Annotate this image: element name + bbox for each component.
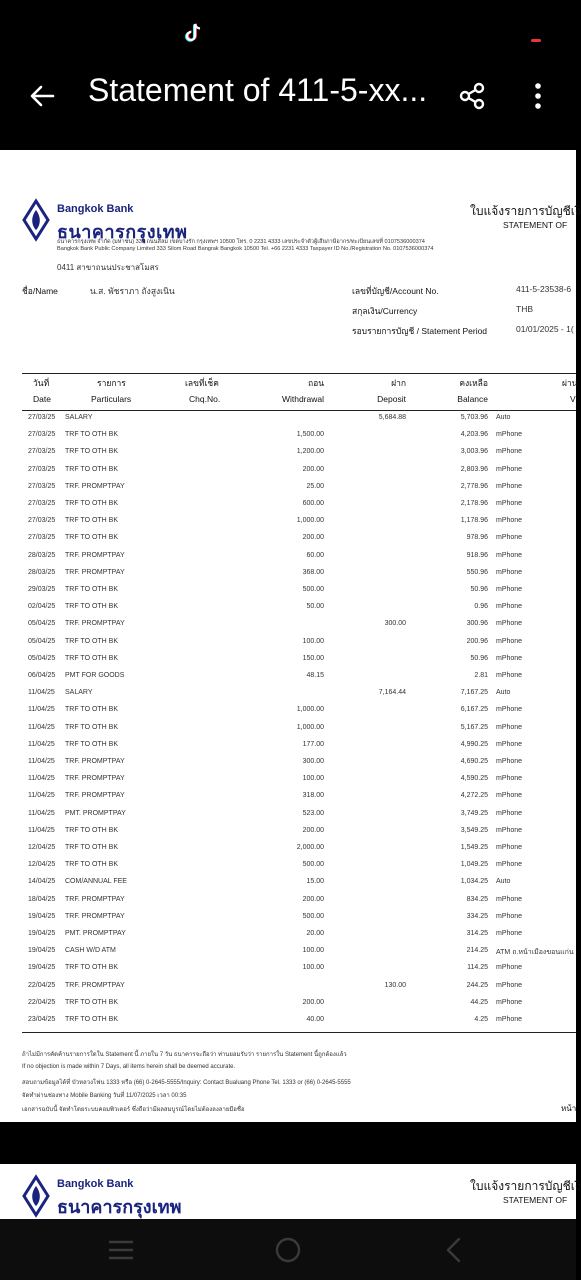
row-withdrawal: 50.00 bbox=[306, 603, 324, 611]
row-channel: ATM ถ.หน้าเมืองขอนแก่น bbox=[496, 949, 574, 957]
table-row bbox=[0, 861, 576, 878]
header-balance-en: Balance bbox=[457, 394, 488, 404]
row-date: 27/03/25 bbox=[28, 534, 56, 542]
row-particulars: TRF. PROMPTPAY bbox=[65, 792, 125, 800]
row-withdrawal: 500.00 bbox=[302, 586, 324, 593]
row-particulars: TRF TO OTH BK bbox=[65, 654, 119, 662]
footer-inquiry: สอบถามข้อมูลได้ที่ บัวหลวงโฟน 1333 หรือ (66) 0-2645-5555/Inquiry: Contact Bualuang Phone Tel. 1333 or (66) 0-2645-5555 bbox=[22, 1080, 351, 1086]
row-channel: mPhone bbox=[496, 534, 523, 542]
currency-value: THB bbox=[516, 304, 533, 314]
table-row bbox=[0, 586, 576, 603]
row-balance: 4,272.25 bbox=[460, 792, 488, 800]
row-balance: 2,778.96 bbox=[460, 482, 488, 490]
row-balance: 1,034.25 bbox=[460, 878, 488, 886]
row-withdrawal: 200.00 bbox=[302, 465, 324, 473]
row-withdrawal: 150.00 bbox=[302, 654, 324, 662]
table-row bbox=[0, 964, 576, 981]
row-balance: 50.96 bbox=[470, 654, 488, 662]
header-chq-th: เลขที่เช็ค bbox=[185, 378, 219, 388]
document-title-th: ใบแจ้งรายการบัญชีเงิ bbox=[470, 204, 581, 218]
row-particulars: TRF TO OTH BK bbox=[65, 844, 119, 851]
row-date: 27/03/25 bbox=[28, 482, 56, 490]
row-particulars: TRF. PROMPTPAY bbox=[65, 551, 125, 559]
table-row bbox=[0, 741, 576, 758]
row-withdrawal: 177.00 bbox=[302, 740, 324, 748]
table-row bbox=[0, 534, 576, 551]
row-particulars: TRF TO OTH BK bbox=[65, 448, 119, 456]
row-date: 19/04/25 bbox=[28, 947, 56, 955]
table-row bbox=[0, 792, 576, 809]
row-particulars: TRF TO OTH BK bbox=[65, 500, 119, 507]
row-balance: 3,749.25 bbox=[460, 809, 488, 817]
row-withdrawal: 100.00 bbox=[302, 637, 324, 645]
row-channel: mPhone bbox=[496, 431, 523, 439]
row-balance: 1,549.25 bbox=[460, 844, 488, 851]
table-row bbox=[0, 827, 576, 844]
table-row bbox=[0, 689, 576, 706]
table-header-rule bbox=[22, 410, 576, 411]
recents-icon bbox=[107, 1239, 135, 1261]
row-withdrawal: 523.00 bbox=[302, 809, 324, 817]
row-balance: 6,167.25 bbox=[460, 706, 488, 714]
row-withdrawal: 318.00 bbox=[302, 792, 324, 800]
row-withdrawal: 1,000.00 bbox=[296, 723, 324, 731]
row-particulars: TRF TO OTH BK bbox=[65, 517, 119, 525]
table-row bbox=[0, 448, 576, 465]
row-deposit: 7,164.44 bbox=[378, 689, 406, 697]
row-balance: 2,178.96 bbox=[460, 500, 488, 507]
bank-name-en: Bangkok Bank bbox=[57, 203, 134, 215]
row-balance: 978.96 bbox=[466, 534, 488, 542]
row-date: 11/04/25 bbox=[28, 758, 55, 765]
footer-objection-th: ถ้าไม่มีการคัดค้านรายการใดใน Statement นี้ ภายใน 7 วัน ธนาคารจะถือว่า ท่านยอมรับว่า รายการใน Statement นี้ถูกต้องแล้ว bbox=[22, 1052, 347, 1058]
table-row bbox=[0, 999, 576, 1016]
row-particulars: TRF TO OTH BK bbox=[65, 586, 119, 593]
row-withdrawal: 368.00 bbox=[302, 568, 324, 576]
document-title-th: ใบแจ้งรายการบัญชีเงิ bbox=[470, 1179, 581, 1193]
table-bottom-rule bbox=[22, 1032, 576, 1033]
account-label: เลขที่บัญชี/Account No. bbox=[352, 286, 439, 296]
row-withdrawal: 100.00 bbox=[302, 775, 324, 783]
row-channel: Auto bbox=[496, 414, 511, 421]
row-withdrawal: 25.00 bbox=[306, 482, 324, 490]
row-balance: 918.96 bbox=[466, 551, 488, 559]
row-particulars: PMT. PROMPTPAY bbox=[65, 809, 126, 817]
row-date: 27/03/25 bbox=[28, 448, 56, 456]
table-row bbox=[0, 431, 576, 448]
row-withdrawal: 200.00 bbox=[302, 998, 324, 1006]
row-channel: Auto bbox=[496, 878, 511, 886]
tiktok-icon bbox=[184, 22, 204, 44]
row-date: 11/04/25 bbox=[28, 723, 55, 731]
table-row bbox=[0, 466, 576, 483]
row-balance: 4,203.96 bbox=[460, 431, 488, 439]
row-channel: mPhone bbox=[496, 758, 523, 765]
row-date: 28/03/25 bbox=[28, 568, 56, 576]
row-date: 19/04/25 bbox=[28, 912, 56, 920]
footer-computer-generated: เอกสารฉบับนี้ จัดทำโดยระบบคอมพิวเตอร์ ซึ่งถือว่ามีผลสมบูรณ์โดยไม่ต้องลงลายมือชื่อ bbox=[22, 1107, 245, 1113]
status-bar bbox=[0, 0, 576, 56]
table-row bbox=[0, 483, 576, 500]
row-withdrawal: 40.00 bbox=[306, 1016, 324, 1023]
header-particulars-en: Particulars bbox=[91, 394, 132, 404]
row-date: 18/04/25 bbox=[28, 895, 56, 903]
row-particulars: TRF TO OTH BK bbox=[65, 964, 119, 972]
row-date: 11/04/25 bbox=[28, 826, 55, 834]
row-particulars: TRF. PROMPTPAY bbox=[65, 482, 125, 490]
row-date: 27/03/25 bbox=[28, 431, 56, 439]
row-balance: 0.96 bbox=[474, 603, 488, 611]
row-withdrawal: 200.00 bbox=[302, 826, 324, 834]
row-withdrawal: 1,000.00 bbox=[296, 706, 324, 714]
row-channel: mPhone bbox=[496, 964, 523, 972]
row-balance: 3,549.25 bbox=[460, 826, 488, 834]
row-channel: mPhone bbox=[496, 500, 523, 507]
row-particulars: TRF TO OTH BK bbox=[65, 706, 119, 714]
row-particulars: TRF TO OTH BK bbox=[65, 826, 119, 834]
row-particulars: TRF. PROMPTPAY bbox=[65, 620, 125, 628]
header-deposit-en: Deposit bbox=[377, 394, 406, 404]
row-date: 14/04/25 bbox=[28, 878, 56, 886]
row-withdrawal: 1,500.00 bbox=[296, 431, 324, 439]
row-date: 11/04/25 bbox=[28, 809, 55, 817]
header-deposit-th: ฝาก bbox=[391, 378, 406, 388]
row-date: 27/03/25 bbox=[28, 465, 56, 473]
row-channel: mPhone bbox=[496, 448, 523, 456]
row-particulars: TRF. PROMPTPAY bbox=[65, 568, 125, 576]
row-particulars: TRF TO OTH BK bbox=[65, 637, 119, 645]
row-withdrawal: 200.00 bbox=[302, 534, 324, 542]
more-options-button[interactable] bbox=[520, 76, 556, 116]
row-withdrawal: 500.00 bbox=[302, 861, 324, 869]
table-row bbox=[0, 620, 576, 637]
header-particulars-th: รายการ bbox=[97, 378, 126, 388]
row-particulars: TRF TO OTH BK bbox=[65, 998, 119, 1006]
row-withdrawal: 20.00 bbox=[306, 930, 324, 937]
row-particulars: PMT. PROMPTPAY bbox=[65, 930, 126, 937]
row-channel: mPhone bbox=[496, 706, 523, 714]
table-row bbox=[0, 603, 576, 620]
app-bar bbox=[0, 56, 576, 144]
row-balance: 50.96 bbox=[470, 586, 488, 593]
row-balance: 3,003.96 bbox=[460, 448, 488, 456]
row-balance: 244.25 bbox=[466, 981, 488, 989]
table-top-rule bbox=[22, 373, 576, 374]
row-particulars: TRF TO OTH BK bbox=[65, 534, 119, 542]
bangkok-bank-logo-icon bbox=[22, 200, 50, 240]
row-balance: 5,167.25 bbox=[460, 723, 488, 731]
header-date-en: Date bbox=[33, 394, 51, 404]
row-channel: mPhone bbox=[496, 1016, 523, 1023]
table-row bbox=[0, 724, 576, 741]
row-date: 22/04/25 bbox=[28, 981, 56, 989]
row-withdrawal: 500.00 bbox=[302, 912, 324, 920]
header-chq-en: Chq.No. bbox=[189, 394, 221, 404]
row-particulars: TRF TO OTH BK bbox=[65, 431, 119, 439]
header-balance-th: คงเหลือ bbox=[459, 378, 488, 388]
nav-back-button[interactable] bbox=[432, 1233, 476, 1267]
currency-label: สกุลเงิน/Currency bbox=[352, 306, 418, 316]
row-date: 06/04/25 bbox=[28, 672, 56, 679]
row-date: 11/04/25 bbox=[28, 706, 55, 714]
row-particulars: TRF TO OTH BK bbox=[65, 861, 119, 869]
row-channel: mPhone bbox=[496, 637, 523, 645]
page-number-label: หน้า bbox=[561, 1104, 577, 1113]
row-channel: mPhone bbox=[496, 809, 523, 817]
period-value: 01/01/2025 - 1( bbox=[516, 324, 574, 334]
row-particulars: TRF. PROMPTPAY bbox=[65, 912, 125, 920]
row-withdrawal: 2,000.00 bbox=[296, 844, 324, 851]
table-row bbox=[0, 896, 576, 913]
statement-page bbox=[0, 150, 581, 1122]
table-row bbox=[0, 930, 576, 947]
row-particulars: SALARY bbox=[65, 414, 93, 421]
period-label: รอบรายการบัญชี / Statement Period bbox=[352, 326, 488, 336]
row-withdrawal: 100.00 bbox=[302, 964, 324, 972]
row-deposit: 300.00 bbox=[384, 620, 406, 628]
row-date: 27/03/25 bbox=[28, 500, 56, 507]
row-channel: mPhone bbox=[496, 930, 523, 937]
row-channel: mPhone bbox=[496, 895, 523, 903]
page-separator bbox=[0, 1122, 576, 1164]
row-date: 05/04/25 bbox=[28, 654, 56, 662]
row-date: 23/04/25 bbox=[28, 1016, 56, 1023]
row-channel: mPhone bbox=[496, 792, 523, 800]
table-row bbox=[0, 569, 576, 586]
home-button[interactable] bbox=[266, 1233, 310, 1267]
row-date: 19/04/25 bbox=[28, 964, 56, 972]
row-withdrawal: 48.15 bbox=[306, 672, 324, 679]
row-balance: 4.25 bbox=[474, 1016, 488, 1023]
row-withdrawal: 1,000.00 bbox=[296, 517, 324, 525]
row-particulars: TRF TO OTH BK bbox=[65, 465, 119, 473]
row-channel: mPhone bbox=[496, 586, 523, 593]
row-withdrawal: 200.00 bbox=[302, 895, 324, 903]
footer-generated: จัดทำผ่านช่องทาง Mobile Banking วันที่ 11/07/2025 เวลา 00:35 bbox=[22, 1093, 187, 1099]
row-particulars: CASH W/D ATM bbox=[65, 947, 116, 955]
row-balance: 2,803.96 bbox=[460, 465, 488, 473]
row-date: 12/04/25 bbox=[28, 861, 56, 869]
row-date: 29/03/25 bbox=[28, 586, 56, 593]
row-date: 19/04/25 bbox=[28, 930, 56, 937]
arrow-left-icon bbox=[28, 82, 56, 110]
row-balance: 4,990.25 bbox=[460, 740, 488, 748]
table-row bbox=[0, 775, 576, 792]
row-particulars: PMT FOR GOODS bbox=[65, 672, 125, 679]
row-date: 11/04/25 bbox=[28, 689, 55, 697]
row-date: 27/03/25 bbox=[28, 414, 56, 421]
header-withdrawal-th: ถอน bbox=[307, 378, 324, 388]
share-icon bbox=[457, 81, 487, 111]
header-channel-th: ผ่าน bbox=[562, 378, 578, 388]
more-vert-icon bbox=[533, 81, 543, 111]
bank-name-en: Bangkok Bank bbox=[57, 1178, 134, 1190]
row-withdrawal: 1,200.00 bbox=[296, 448, 324, 456]
row-balance: 5,703.96 bbox=[460, 414, 488, 421]
row-balance: 4,690.25 bbox=[460, 758, 488, 765]
table-row bbox=[0, 517, 576, 534]
recents-button[interactable] bbox=[99, 1233, 143, 1267]
row-date: 22/04/25 bbox=[28, 998, 56, 1006]
row-particulars: TRF. PROMPTPAY bbox=[65, 758, 125, 765]
home-icon bbox=[274, 1236, 302, 1264]
row-channel: mPhone bbox=[496, 568, 523, 576]
row-balance: 114.25 bbox=[467, 964, 488, 972]
table-row bbox=[0, 878, 576, 895]
row-channel: mPhone bbox=[496, 775, 523, 783]
row-channel: mPhone bbox=[496, 620, 523, 628]
table-row bbox=[0, 1016, 576, 1033]
row-channel: mPhone bbox=[496, 826, 523, 834]
table-row bbox=[0, 913, 576, 930]
row-date: 12/04/25 bbox=[28, 844, 56, 851]
row-withdrawal: 15.00 bbox=[306, 878, 324, 886]
footer-objection-en: If no objection is made within 7 Days, all items herein shall be deemed accurate. bbox=[22, 1064, 236, 1070]
header-channel-en: V bbox=[570, 394, 576, 404]
row-channel: mPhone bbox=[496, 844, 523, 851]
row-date: 11/04/25 bbox=[28, 792, 55, 800]
row-particulars: TRF TO OTH BK bbox=[65, 723, 119, 731]
row-balance: 1,178.96 bbox=[460, 517, 488, 525]
table-row bbox=[0, 810, 576, 827]
row-channel: mPhone bbox=[496, 551, 523, 559]
row-withdrawal: 600.00 bbox=[302, 500, 324, 507]
row-balance: 2.81 bbox=[474, 672, 488, 679]
row-date: 05/04/25 bbox=[28, 620, 56, 628]
row-withdrawal: 100.00 bbox=[302, 947, 324, 955]
row-date: 27/03/25 bbox=[28, 517, 56, 525]
row-balance: 334.25 bbox=[466, 912, 488, 920]
row-channel: mPhone bbox=[496, 723, 523, 731]
row-channel: mPhone bbox=[496, 482, 523, 490]
row-particulars: TRF. PROMPTPAY bbox=[65, 895, 125, 903]
row-balance: 44.25 bbox=[470, 998, 488, 1006]
back-button[interactable] bbox=[22, 76, 62, 116]
row-channel: mPhone bbox=[496, 465, 523, 473]
header-withdrawal-en: Withdrawal bbox=[281, 394, 324, 404]
name-label: ชื่อ/Name bbox=[22, 286, 58, 296]
row-particulars: TRF TO OTH BK bbox=[65, 740, 119, 748]
table-row bbox=[0, 758, 576, 775]
branch-name: 0411 สาขาถนนประชาสโมสร bbox=[57, 263, 159, 272]
row-particulars: TRF TO OTH BK bbox=[65, 1016, 119, 1023]
table-row bbox=[0, 672, 576, 689]
row-channel: mPhone bbox=[496, 740, 523, 748]
row-channel: mPhone bbox=[496, 672, 523, 679]
row-date: 05/04/25 bbox=[28, 637, 56, 645]
table-row bbox=[0, 844, 576, 861]
row-balance: 314.25 bbox=[466, 930, 488, 937]
bangkok-bank-logo-icon bbox=[22, 1176, 50, 1216]
bank-name-th: ธนาคารกรุงเทพ bbox=[57, 1197, 182, 1217]
document-title-en: STATEMENT OF bbox=[503, 1195, 568, 1205]
document-viewer[interactable] bbox=[0, 144, 581, 1219]
row-balance: 300.96 bbox=[466, 620, 488, 628]
table-row bbox=[0, 552, 576, 569]
row-particulars: SALARY bbox=[65, 689, 93, 697]
row-particulars: TRF TO OTH BK bbox=[65, 603, 119, 611]
row-particulars: TRF. PROMPTPAY bbox=[65, 775, 125, 783]
row-deposit: 5,684.88 bbox=[378, 414, 406, 421]
app-title: Statement of 411-5-xx... bbox=[88, 72, 428, 108]
row-balance: 834.25 bbox=[466, 895, 488, 903]
row-withdrawal: 60.00 bbox=[306, 551, 324, 559]
table-row bbox=[0, 947, 576, 964]
row-withdrawal: 300.00 bbox=[302, 758, 324, 765]
table-row bbox=[0, 706, 576, 723]
row-channel: Auto bbox=[496, 689, 511, 697]
row-balance: 7,167.25 bbox=[460, 689, 488, 697]
row-balance: 4,590.25 bbox=[460, 775, 488, 783]
table-row bbox=[0, 414, 576, 431]
table-row bbox=[0, 655, 576, 672]
system-nav-bar bbox=[0, 1219, 576, 1280]
share-button[interactable] bbox=[452, 76, 492, 116]
row-date: 28/03/25 bbox=[28, 551, 56, 559]
row-balance: 200.96 bbox=[466, 637, 488, 645]
nav-back-icon bbox=[444, 1237, 464, 1263]
table-row bbox=[0, 500, 576, 517]
row-channel: mPhone bbox=[496, 861, 523, 869]
row-channel: mPhone bbox=[496, 912, 523, 920]
table-row bbox=[0, 982, 576, 999]
row-channel: mPhone bbox=[496, 654, 523, 662]
header-date-th: วันที่ bbox=[33, 378, 50, 388]
table-row bbox=[0, 638, 576, 655]
row-particulars: TRF. PROMPTPAY bbox=[65, 981, 125, 989]
name-value: น.ส. พัชราภา ถังสูงเนิน bbox=[90, 286, 175, 296]
row-channel: mPhone bbox=[496, 981, 523, 989]
row-particulars: COM/ANNUAL FEE bbox=[65, 878, 127, 886]
row-balance: 1,049.25 bbox=[460, 861, 488, 869]
row-channel: mPhone bbox=[496, 517, 523, 525]
row-date: 11/04/25 bbox=[28, 740, 55, 748]
account-value: 411-5-23538-6 bbox=[516, 284, 572, 294]
row-date: 02/04/25 bbox=[28, 603, 56, 611]
row-balance: 214.25 bbox=[466, 947, 488, 955]
bank-name-th: ธนาคารกรุงเทพ bbox=[57, 222, 188, 242]
bank-address-en: Bangkok Bank Public Company Limited 333 Silom Road Bangrak Bangkok 10500 Tel. +66 2231 4333 Taxpayer ID No./Registration No. 0107536000374 bbox=[57, 246, 434, 252]
document-title-en: STATEMENT OF bbox=[503, 220, 568, 230]
row-channel: mPhone bbox=[496, 998, 523, 1006]
row-deposit: 130.00 bbox=[384, 981, 406, 989]
bank-address-th: ธนาคารกรุงเทพ จำกัด (มหาชน) 333 ถนนสีลม เขตบางรัก กรุงเทพฯ 10500 โทร. 0 2231 4333 เลขประจำตัวผู้เสียภาษีอากร/ทะเบียนเลขที่ 0107536000374 bbox=[57, 239, 425, 245]
statement-page-2 bbox=[0, 1164, 581, 1224]
row-date: 11/04/25 bbox=[28, 775, 55, 783]
notification-indicator bbox=[531, 39, 541, 42]
row-channel: mPhone bbox=[496, 603, 523, 611]
row-balance: 550.96 bbox=[466, 568, 488, 576]
